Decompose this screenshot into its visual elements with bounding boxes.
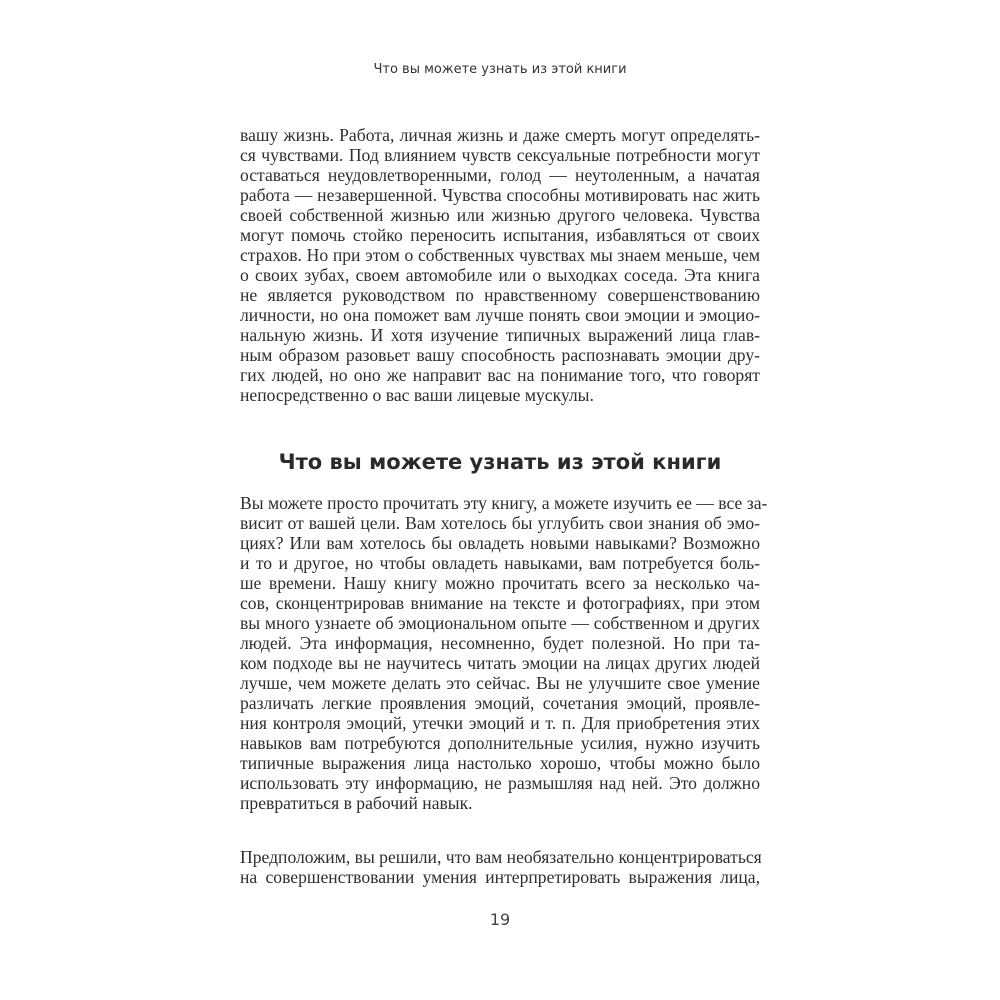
text-line: использовать эту информацию, не размышляя над ней. Это должно bbox=[240, 773, 760, 793]
text-line: гих людей, но оно же направит вас на понимание того, что говорят bbox=[240, 365, 760, 385]
text-line: висит от вашей цели. Вам хотелось бы углубить свои знания об эмо- bbox=[240, 513, 760, 533]
text-line: превратиться в рабочий навык. bbox=[240, 793, 473, 813]
text-line: различать легкие проявления эмоций, сочетания эмоций, проявле- bbox=[240, 693, 760, 713]
running-head: Что вы можете узнать из этой книги bbox=[373, 62, 627, 77]
text-line: ся чувствами. Под влиянием чувств сексуальные потребности могут bbox=[240, 145, 760, 165]
text-line: сов, сконцентрировав внимание на тексте и фотографиях, при этом bbox=[240, 593, 760, 613]
section-heading: Что вы можете узнать из этой книги bbox=[278, 450, 722, 474]
paragraph-1 bbox=[240, 125, 760, 405]
text-line: страхов. Но при этом о собственных чувствах мы знаем меньше, чем bbox=[240, 245, 760, 265]
text-line: своей собственной жизнью или жизнью другого человека. Чувства bbox=[240, 205, 760, 225]
text-line: типичные выражения лица настолько хорошо, чтобы можно было bbox=[240, 753, 760, 773]
text-line: навыков вам потребуются дополнительные усилия, нужно изучить bbox=[240, 733, 760, 753]
text-line: вашу жизнь. Работа, личная жизнь и даже смерть могут определять- bbox=[240, 125, 760, 145]
text-line: Предположим, вы решили, что вам необязательно концентрироваться bbox=[240, 847, 762, 867]
paragraph-2 bbox=[240, 493, 768, 813]
text-line: циях? Или вам хотелось бы овладеть новыми навыками? Возможно bbox=[240, 533, 760, 553]
text-line: Вы можете просто прочитать эту книгу, а можете изучить ее — все за- bbox=[240, 493, 768, 513]
text-line: вы много узнаете об эмоциональном опыте — собственном и других bbox=[240, 613, 760, 633]
paragraph-3 bbox=[240, 847, 760, 887]
text-line: ше времени. Нашу книгу можно прочитать всего за несколько ча- bbox=[240, 573, 760, 593]
text-line: оставаться неудовлетворенными, голод — неутоленным, а начатая bbox=[240, 165, 760, 185]
text-line: лучше, чем можете делать это сейчас. Вы не улучшите свое умение bbox=[240, 673, 760, 693]
text-line: на совершенствовании умения интерпретировать выражения лица, bbox=[240, 867, 760, 887]
text-line: ком подходе вы не научитесь читать эмоции на лицах других людей bbox=[240, 653, 760, 673]
text-line: личности, но она поможет вам лучше понять свои эмоции и эмоцио- bbox=[240, 305, 760, 325]
text-line: ным образом разовьет вашу способность распознавать эмоции дру- bbox=[240, 345, 760, 365]
text-line: могут помочь стойко переносить испытания, избавляться от своих bbox=[240, 225, 760, 245]
text-line: непосредственно о вас ваши лицевые мускулы. bbox=[240, 385, 594, 405]
text-line: и то и другое, но чтобы овладеть навыками, вам потребуется боль- bbox=[240, 553, 760, 573]
text-line: нальную жизнь. И хотя изучение типичных выражений лица глав- bbox=[240, 325, 760, 345]
text-line: о своих зубах, своем автомобиле или о выходках соседа. Эта книга bbox=[240, 265, 760, 285]
text-line: ния контроля эмоций, утечки эмоций и т. п. Для приобретения этих bbox=[240, 713, 760, 733]
text-line: не является руководством по нравственному совершенствованию bbox=[240, 285, 760, 305]
text-line: работа — незавершенной. Чувства способны мотивировать нас жить bbox=[240, 185, 760, 205]
page-number: 19 bbox=[489, 910, 511, 929]
text-line: людей. Эта информация, несомненно, будет полезной. Но при та- bbox=[240, 633, 760, 653]
